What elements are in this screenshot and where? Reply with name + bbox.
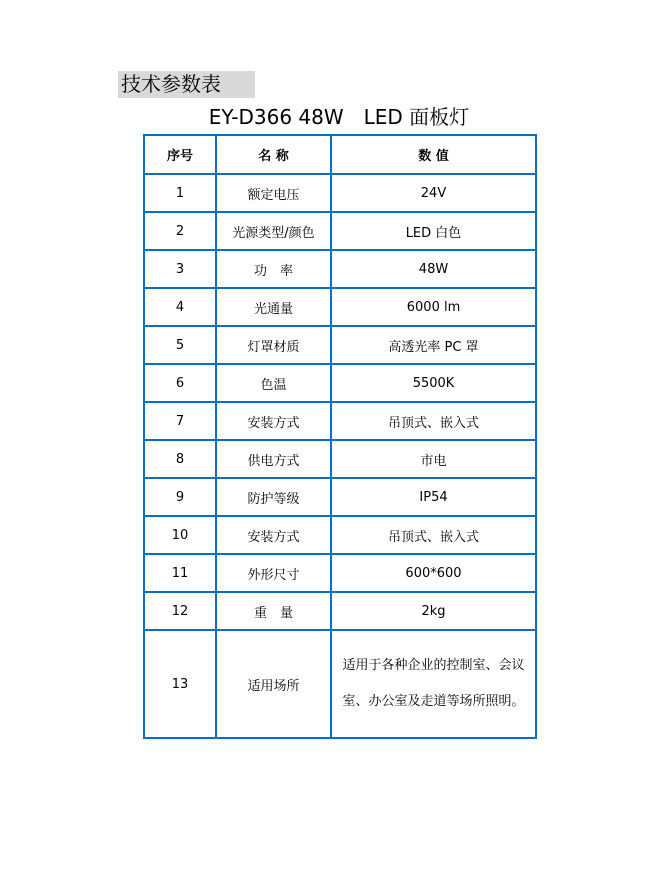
- row-value: 2kg: [331, 592, 536, 630]
- row-number: 7: [144, 402, 216, 440]
- table-row: [144, 326, 536, 364]
- row-value: 5500K: [331, 364, 536, 402]
- row-value: 市电: [331, 440, 536, 478]
- row-name: 重 量: [216, 592, 331, 630]
- row-name: 色温: [216, 364, 331, 402]
- row-name: 防护等级: [216, 478, 331, 516]
- row-value: 适用于各种企业的控制室、会议室、办公室及走道等场所照明。: [331, 630, 536, 738]
- row-number: 1: [144, 174, 216, 212]
- table-row: [144, 516, 536, 554]
- table-row: [144, 592, 536, 630]
- row-value: 6000 lm: [331, 288, 536, 326]
- row-number: 8: [144, 440, 216, 478]
- row-name: 安装方式: [216, 516, 331, 554]
- row-name: 安装方式: [216, 402, 331, 440]
- row-name: 适用场所: [216, 630, 331, 738]
- row-name: 功 率: [216, 250, 331, 288]
- table-row: [144, 364, 536, 402]
- row-value: LED 白色: [331, 212, 536, 250]
- row-number: 2: [144, 212, 216, 250]
- table-row: [144, 630, 536, 738]
- table-row: [144, 440, 536, 478]
- row-number: 9: [144, 478, 216, 516]
- header-value: 数 值: [331, 135, 536, 174]
- row-number: 3: [144, 250, 216, 288]
- table-row: [144, 250, 536, 288]
- row-number: 11: [144, 554, 216, 592]
- row-value: 600*600: [331, 554, 536, 592]
- row-value: 吊顶式、嵌入式: [331, 402, 536, 440]
- table-row: [144, 478, 536, 516]
- row-value: IP54: [331, 478, 536, 516]
- table-header-row: [144, 135, 536, 174]
- row-value: 24V: [331, 174, 536, 212]
- spec-table: [143, 134, 537, 739]
- table-row: [144, 174, 536, 212]
- row-number: 4: [144, 288, 216, 326]
- row-name: 光源类型/颜色: [216, 212, 331, 250]
- header-name: 名 称: [216, 135, 331, 174]
- row-name: 光通量: [216, 288, 331, 326]
- row-name: 灯罩材质: [216, 326, 331, 364]
- table-row: [144, 212, 536, 250]
- table-row: [144, 402, 536, 440]
- table-row: [144, 288, 536, 326]
- table-row: [144, 554, 536, 592]
- row-value: 吊顶式、嵌入式: [331, 516, 536, 554]
- document-title: EY-D366 48W LED 面板灯: [208, 105, 470, 129]
- header-number: 序号: [144, 135, 216, 174]
- row-name: 额定电压: [216, 174, 331, 212]
- row-name: 外形尺寸: [216, 554, 331, 592]
- row-number: 10: [144, 516, 216, 554]
- row-value: 48W: [331, 250, 536, 288]
- row-number: 12: [144, 592, 216, 630]
- row-number: 6: [144, 364, 216, 402]
- row-number: 13: [144, 630, 216, 738]
- row-name: 供电方式: [216, 440, 331, 478]
- row-number: 5: [144, 326, 216, 364]
- row-value: 高透光率 PC 罩: [331, 326, 536, 364]
- section-label: 技术参数表: [118, 71, 255, 98]
